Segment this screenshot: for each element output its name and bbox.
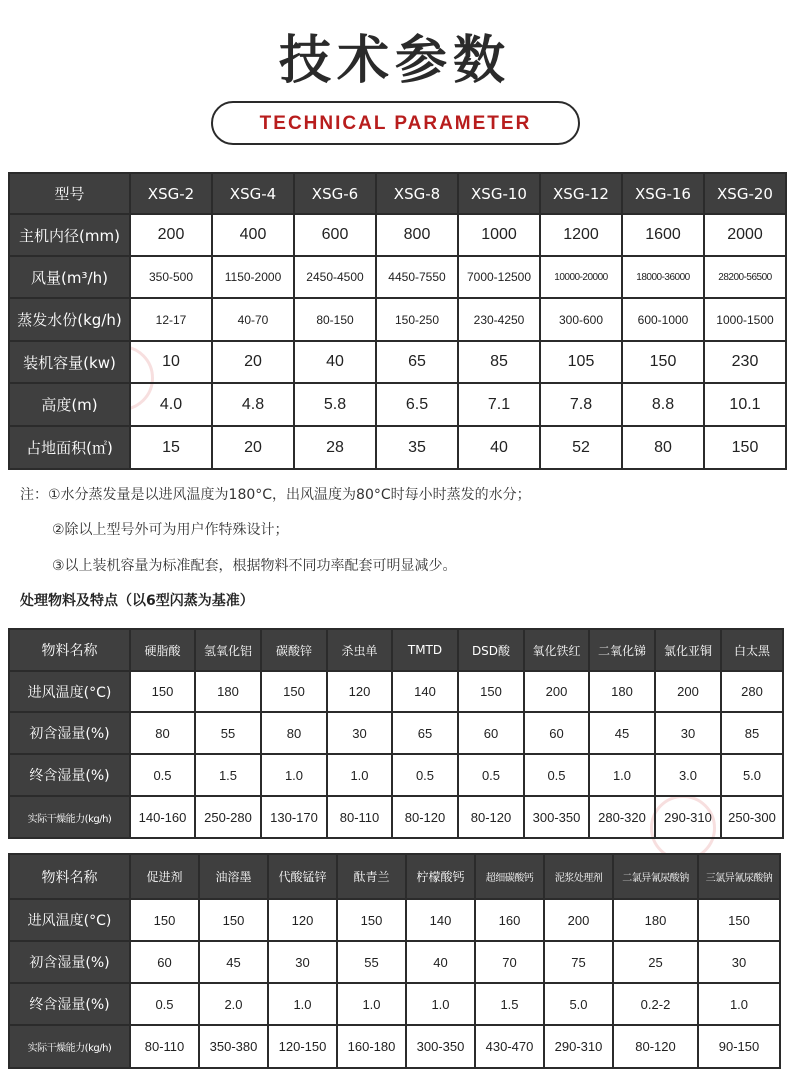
table-cell: 65 (392, 712, 458, 754)
table-cell: 1.0 (406, 983, 475, 1025)
header-cell: 硬脂酸 (130, 629, 195, 671)
header-cell: 代酸锰锌 (268, 854, 337, 899)
table-cell: 30 (698, 941, 780, 983)
table-cell: 80 (130, 712, 195, 754)
table-cell: 1.5 (195, 754, 261, 796)
table-cell: 150 (261, 671, 327, 712)
table-cell: 140 (406, 899, 475, 941)
table-cell: 85 (721, 712, 783, 754)
table-cell: 18000-36000 (622, 256, 704, 298)
table-cell: 4.8 (212, 383, 294, 426)
table-cell: 6.5 (376, 383, 458, 426)
table-row (9, 214, 786, 256)
table-cell: 1600 (622, 214, 704, 256)
header-cell: 物料名称 (9, 629, 130, 671)
table-cell: 1000 (458, 214, 540, 256)
table-cell: 80-110 (130, 1025, 199, 1068)
table-cell: 180 (589, 671, 655, 712)
header-cell: XSG-8 (376, 173, 458, 214)
header-cell: 二氯异氰尿酸钠 (613, 854, 698, 899)
table-cell: 250-280 (195, 796, 261, 838)
table-cell: 7000-12500 (458, 256, 540, 298)
page-title: 技术参数 (278, 31, 511, 91)
table-cell: 1.0 (268, 983, 337, 1025)
materials-table-1 (8, 628, 784, 839)
header-cell: 型号 (9, 173, 130, 214)
header-cell: 柠檬酸钙 (406, 854, 475, 899)
table-cell: 45 (589, 712, 655, 754)
table-cell: 80 (622, 426, 704, 469)
table-cell: 300-600 (540, 298, 622, 341)
table-cell: 85 (458, 341, 540, 383)
table-cell: 40-70 (212, 298, 294, 341)
table-row (9, 754, 783, 796)
table-cell: 300-350 (406, 1025, 475, 1068)
table-cell: 2000 (704, 214, 786, 256)
table-cell: 55 (337, 941, 406, 983)
note-2: ②除以上型号外可为用户作特殊设计； (52, 522, 289, 538)
row-label: 主机内径(mm) (9, 214, 130, 256)
header-cell: 碳酸锌 (261, 629, 327, 671)
row-label: 实际干燥能力(kg/h) (9, 796, 130, 838)
table-cell: 80-150 (294, 298, 376, 341)
header-cell: 泥浆处理剂 (544, 854, 613, 899)
table-cell: 160-180 (337, 1025, 406, 1068)
table-cell: 80-110 (327, 796, 392, 838)
row-label: 进风温度(°C) (9, 899, 130, 941)
table-cell: 150 (458, 671, 524, 712)
table-cell: 75 (544, 941, 613, 983)
table-cell: 55 (195, 712, 261, 754)
header-cell: 二氧化锑 (589, 629, 655, 671)
table-cell: 130-170 (261, 796, 327, 838)
table-cell: 5.8 (294, 383, 376, 426)
table-cell: 60 (458, 712, 524, 754)
table-cell: 52 (540, 426, 622, 469)
table-cell: 150 (704, 426, 786, 469)
table-cell: 290-310 (655, 796, 721, 838)
table-cell: 28200-56500 (704, 256, 786, 298)
header-cell: 氢氧化铝 (195, 629, 261, 671)
table-cell: 90-150 (698, 1025, 780, 1068)
table-cell: 250-300 (721, 796, 783, 838)
table-cell: 120 (268, 899, 337, 941)
table-cell: 350-380 (199, 1025, 268, 1068)
table-cell: 1000-1500 (704, 298, 786, 341)
table-row (9, 426, 786, 469)
spec-table (8, 172, 787, 470)
table-cell: 600 (294, 214, 376, 256)
table-cell: 150 (130, 899, 199, 941)
table-cell: 12-17 (130, 298, 212, 341)
row-label: 风量(m³/h) (9, 256, 130, 298)
header-cell: XSG-4 (212, 173, 294, 214)
table-cell: 40 (406, 941, 475, 983)
header-cell: 超细碳酸钙 (475, 854, 544, 899)
row-label: 占地面积(㎡) (9, 426, 130, 469)
table-cell: 150 (698, 899, 780, 941)
header-cell: 杀虫单 (327, 629, 392, 671)
table-cell: 80 (261, 712, 327, 754)
table-cell: 200 (655, 671, 721, 712)
table-cell: 2.0 (199, 983, 268, 1025)
table-cell: 15 (130, 426, 212, 469)
table-cell: 25 (613, 941, 698, 983)
table-cell: 60 (130, 941, 199, 983)
table-cell: 1.0 (327, 754, 392, 796)
table-row (9, 712, 783, 754)
subtitle-badge: TECHNICAL PARAMETER (211, 101, 580, 145)
table-cell: 7.8 (540, 383, 622, 426)
table-cell: 200 (544, 899, 613, 941)
header-cell: 促进剂 (130, 854, 199, 899)
table-cell: 80-120 (458, 796, 524, 838)
table-cell: 0.5 (392, 754, 458, 796)
table-cell: 150 (622, 341, 704, 383)
row-label: 高度(m) (9, 383, 130, 426)
table-cell: 290-310 (544, 1025, 613, 1068)
table-cell: 150 (199, 899, 268, 941)
table-cell: 1.0 (261, 754, 327, 796)
table-cell: 5.0 (721, 754, 783, 796)
materials-header-row (9, 629, 783, 671)
table-cell: 10000-20000 (540, 256, 622, 298)
header-cell: 氯化亚铜 (655, 629, 721, 671)
table-row (9, 256, 786, 298)
header-cell: TMTD (392, 629, 458, 671)
table-cell: 5.0 (544, 983, 613, 1025)
table-cell: 8.8 (622, 383, 704, 426)
table-cell: 230-4250 (458, 298, 540, 341)
materials-table-2 (8, 853, 781, 1069)
table-cell: 150 (337, 899, 406, 941)
table-cell: 160 (475, 899, 544, 941)
table-cell: 230 (704, 341, 786, 383)
row-label: 初含湿量(%) (9, 712, 130, 754)
table-cell: 1.5 (475, 983, 544, 1025)
row-label: 初含湿量(%) (9, 941, 130, 983)
table-cell: 350-500 (130, 256, 212, 298)
row-label: 实际干燥能力(kg/h) (9, 1025, 130, 1068)
header-cell: 物料名称 (9, 854, 130, 899)
table-row (9, 671, 783, 712)
table-cell: 140-160 (130, 796, 195, 838)
table-cell: 20 (212, 341, 294, 383)
table-cell: 40 (458, 426, 540, 469)
table-cell: 30 (327, 712, 392, 754)
table-cell: 200 (130, 214, 212, 256)
table-cell: 800 (376, 214, 458, 256)
table-cell: 120-150 (268, 1025, 337, 1068)
table-cell: 20 (212, 426, 294, 469)
table-cell: 0.5 (458, 754, 524, 796)
header-cell: XSG-16 (622, 173, 704, 214)
row-label: 装机容量(kw) (9, 341, 130, 383)
table-cell: 200 (524, 671, 589, 712)
header-cell: XSG-10 (458, 173, 540, 214)
table-row (9, 383, 786, 426)
table-cell: 140 (392, 671, 458, 712)
table-cell: 300-350 (524, 796, 589, 838)
table-cell: 0.5 (130, 754, 195, 796)
table-cell: 0.5 (524, 754, 589, 796)
table-row (9, 796, 783, 838)
table-cell: 60 (524, 712, 589, 754)
header-cell: 三氯异氰尿酸钠 (698, 854, 780, 899)
table-cell: 105 (540, 341, 622, 383)
table-row (9, 341, 786, 383)
table-cell: 3.0 (655, 754, 721, 796)
table-cell: 65 (376, 341, 458, 383)
header-cell: XSG-6 (294, 173, 376, 214)
note-1: 注：①水分蒸发量是以进风温度为180°C，出风温度为80°C时每小时蒸发的水分； (20, 487, 531, 503)
row-label: 终含湿量(%) (9, 983, 130, 1025)
table-cell: 10 (130, 341, 212, 383)
header-cell: 油溶墨 (199, 854, 268, 899)
table-cell: 280 (721, 671, 783, 712)
header-cell: DSD酸 (458, 629, 524, 671)
table-cell: 4.0 (130, 383, 212, 426)
row-label: 蒸发水份(kg/h) (9, 298, 130, 341)
table-cell: 80-120 (392, 796, 458, 838)
table-row (9, 941, 780, 983)
table-cell: 180 (195, 671, 261, 712)
table-cell: 180 (613, 899, 698, 941)
table-cell: 80-120 (613, 1025, 698, 1068)
table-cell: 70 (475, 941, 544, 983)
header-cell: XSG-20 (704, 173, 786, 214)
materials-heading: 处理物料及特点（以6型闪蒸为基准） (20, 593, 254, 609)
table-row (9, 983, 780, 1025)
table-cell: 30 (655, 712, 721, 754)
header-cell: 白太黑 (721, 629, 783, 671)
table-cell: 150-250 (376, 298, 458, 341)
header-cell: 酞青兰 (337, 854, 406, 899)
table-cell: 1200 (540, 214, 622, 256)
header-cell: XSG-2 (130, 173, 212, 214)
table-cell: 600-1000 (622, 298, 704, 341)
table-row (9, 1025, 780, 1068)
table-cell: 120 (327, 671, 392, 712)
header-cell: XSG-12 (540, 173, 622, 214)
table-cell: 1.0 (698, 983, 780, 1025)
table-cell: 0.2-2 (613, 983, 698, 1025)
header-cell: 氧化铁红 (524, 629, 589, 671)
spec-header-row (9, 173, 786, 214)
table-row (9, 899, 780, 941)
table-row (9, 298, 786, 341)
row-label: 进风温度(°C) (9, 671, 130, 712)
table-cell: 430-470 (475, 1025, 544, 1068)
table-cell: 280-320 (589, 796, 655, 838)
table-cell: 30 (268, 941, 337, 983)
table-cell: 4450-7550 (376, 256, 458, 298)
table-cell: 0.5 (130, 983, 199, 1025)
table-cell: 1150-2000 (212, 256, 294, 298)
table-cell: 1.0 (337, 983, 406, 1025)
table-cell: 35 (376, 426, 458, 469)
materials-header-row (9, 854, 780, 899)
table-cell: 10.1 (704, 383, 786, 426)
table-cell: 7.1 (458, 383, 540, 426)
table-cell: 28 (294, 426, 376, 469)
table-cell: 2450-4500 (294, 256, 376, 298)
row-label: 终含湿量(%) (9, 754, 130, 796)
table-cell: 45 (199, 941, 268, 983)
note-3: ③以上装机容量为标准配套，根据物料不同功率配套可明显减少。 (52, 558, 457, 574)
table-cell: 400 (212, 214, 294, 256)
table-cell: 40 (294, 341, 376, 383)
table-cell: 1.0 (589, 754, 655, 796)
table-cell: 150 (130, 671, 195, 712)
